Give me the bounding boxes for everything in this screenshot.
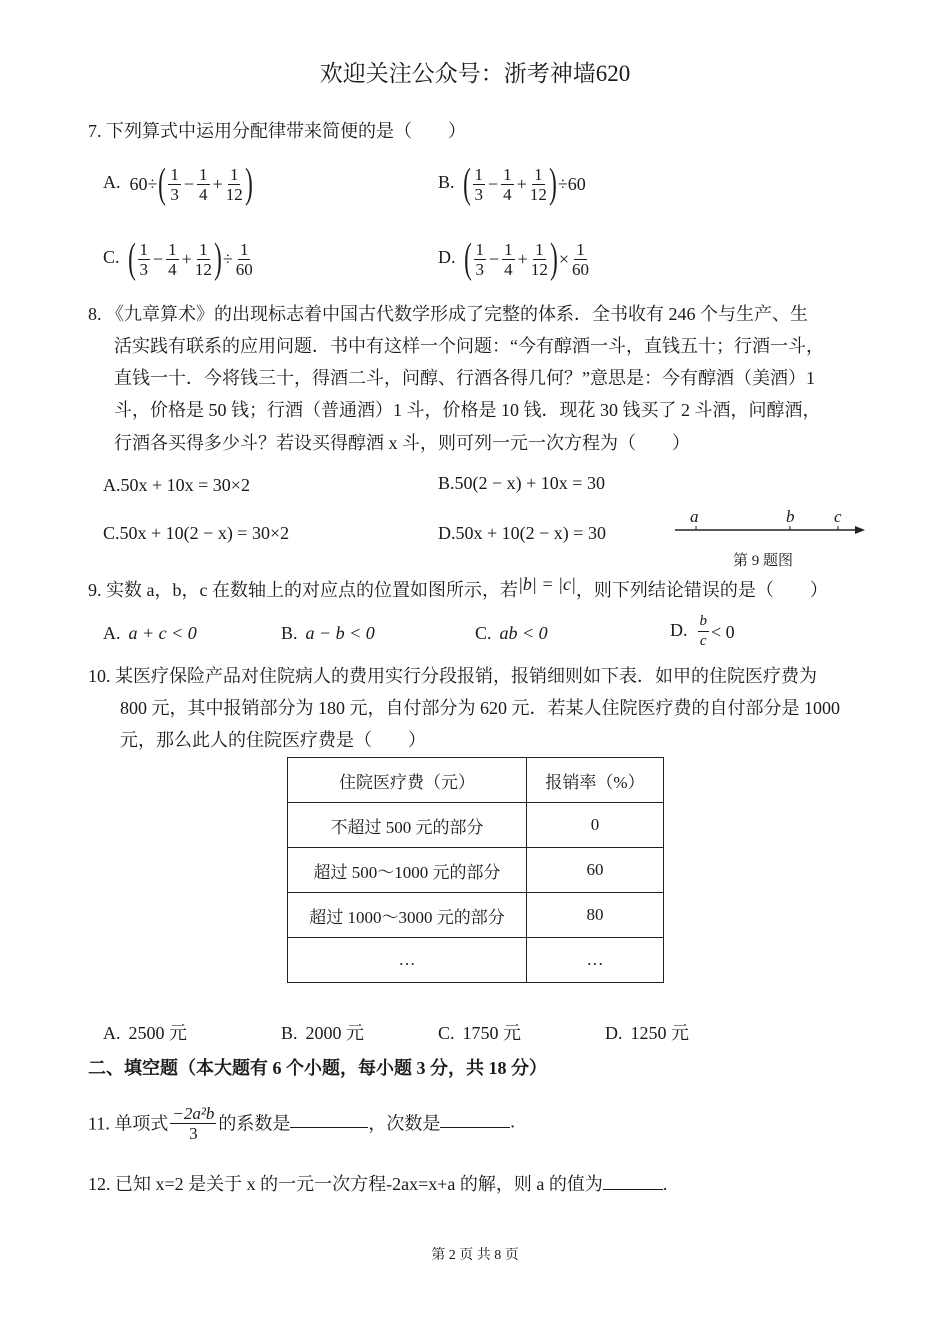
fraction-numerator: 1 (229, 164, 239, 184)
answer-blank[interactable] (440, 1107, 510, 1128)
operator: − (488, 174, 499, 194)
table-header: 住院医疗费（元） (288, 758, 527, 803)
q8-line-5: 行酒各买得多少斗？若设买得醇酒 x 斗，则可列一元一次方程为（ ） (114, 433, 690, 453)
page-header-title: 欢迎关注公众号：浙考神墙620 (319, 61, 631, 86)
option-label: C. (475, 623, 492, 643)
table-cell: 不超过 500 元的部分 (288, 803, 527, 848)
option-label: D. (670, 619, 688, 640)
option-text: a + c < 0 (128, 623, 197, 643)
fraction-numerator: 1 (475, 239, 484, 259)
fraction-numerator: 1 (239, 239, 249, 259)
table-header: 报销率（%） (527, 758, 664, 803)
q11-text: 的系数是 (218, 1113, 291, 1134)
parenthesis: ( (158, 161, 167, 207)
q9-option-b (281, 621, 375, 645)
option-label: B. (438, 172, 455, 193)
parenthesis: ) (213, 236, 222, 282)
table-header-row (288, 758, 664, 803)
fraction-numerator: 1 (504, 239, 513, 259)
q8-line-4: 斗，价格是 50 钱；行酒（普通酒）1 斗，价格是 10 钱．现花 30 钱买了 2 斗酒，问醇酒， (114, 400, 821, 420)
q12 (88, 1169, 667, 1196)
fraction (501, 165, 514, 204)
fraction-denominator: 3 (189, 1124, 198, 1143)
fraction (226, 165, 243, 204)
q9-option-c (475, 621, 548, 645)
q11-prefix: 11. 单项式 (88, 1113, 169, 1134)
fraction-numerator: b (698, 612, 710, 632)
option-label: C. (103, 247, 120, 268)
option-text: 50x + 10(2 − x) = 30×2 (119, 523, 290, 543)
option-label: A. (103, 475, 121, 495)
fraction (502, 240, 515, 279)
table-cell: 0 (527, 803, 664, 848)
q11-end: . (510, 1111, 515, 1132)
fraction-numerator: −2a²b (172, 1104, 215, 1123)
option-label: B. (281, 1023, 298, 1043)
fraction-denominator: 12 (225, 184, 243, 204)
option-label: B. (438, 473, 455, 493)
operator: + (517, 249, 528, 269)
table-row (288, 803, 664, 848)
fraction-numerator: 1 (576, 239, 585, 259)
fraction (474, 240, 487, 279)
table-cell: 超过 1000～3000 元的部分 (288, 893, 527, 938)
option-label: A. (103, 172, 121, 193)
math-expression (129, 163, 253, 205)
operator: − (153, 249, 164, 269)
fraction-denominator: 60 (571, 259, 589, 279)
q10-option-a (103, 1021, 187, 1045)
fraction-numerator: 1 (474, 164, 484, 184)
math-expression (464, 238, 591, 280)
option-text: 50(2 − x) + 10x = 30 (454, 473, 605, 493)
fraction-denominator: 4 (504, 259, 513, 279)
fraction-denominator: 3 (475, 259, 484, 279)
parenthesis: ( (463, 236, 472, 282)
table-cell: … (288, 938, 527, 983)
parenthesis: ( (462, 161, 471, 207)
q9-stem-text-end: ，则下列结论错误的是（ ） (575, 580, 828, 600)
fraction-numerator: 1 (199, 164, 208, 184)
option-label: C. (438, 1023, 455, 1043)
parenthesis: ) (244, 161, 253, 207)
fraction (530, 165, 547, 204)
operator: + (212, 174, 223, 194)
q8-option-d (438, 521, 606, 545)
parenthesis: ) (549, 236, 558, 282)
fraction (572, 240, 589, 279)
fraction (197, 165, 210, 204)
fraction-denominator: 12 (530, 259, 548, 279)
figure-caption: 第 9 题图 (733, 553, 794, 569)
option-text: 2500 元 (128, 1023, 187, 1043)
fraction (195, 240, 212, 279)
fraction-numerator: 1 (139, 239, 149, 259)
option-label: A. (103, 623, 121, 643)
q7-option-d (438, 238, 591, 280)
option-text: 50x + 10x = 30×2 (120, 475, 250, 495)
fraction-denominator: 3 (139, 259, 149, 279)
q10-option-d (605, 1021, 689, 1045)
fraction-denominator: 3 (474, 184, 484, 204)
fraction-numerator: 1 (535, 239, 544, 259)
option-text: 1750 元 (462, 1023, 522, 1043)
q10-option-b (281, 1021, 364, 1045)
section-heading: 二、填空题（本大题有 6 个小题，每小题 3 分，共 18 分） (88, 1058, 547, 1078)
fraction-denominator: 60 (235, 259, 253, 279)
q9-stem-text: 9. 实数 a，b，c 在数轴上的对应点的位置如图所示，若 (88, 580, 518, 600)
q8-line-2: 活实践有联系的应用问题．书中有这样一个问题：“今有醇酒一斗，直钱五十；行酒一斗， (114, 336, 824, 356)
q10-option-c (438, 1021, 521, 1045)
q7-stem: 7. 下列算式中运用分配律带来简便的是（ ） (88, 121, 466, 141)
point-label-a: a (690, 507, 699, 526)
table-row (288, 893, 664, 938)
fraction-numerator: 1 (170, 164, 179, 184)
table-row (288, 938, 664, 983)
fraction (236, 240, 253, 279)
fraction-numerator: 1 (534, 164, 543, 184)
q12-end: . (662, 1174, 668, 1194)
option-text: 1250 元 (630, 1023, 689, 1043)
math-expression (463, 163, 587, 205)
math-expression (128, 238, 255, 280)
option-label: B. (281, 623, 298, 643)
fraction (473, 165, 486, 204)
fraction (138, 240, 151, 279)
q7-option-a (103, 163, 253, 205)
q11 (88, 1104, 515, 1143)
parenthesis: ) (548, 161, 557, 207)
fraction-denominator: 12 (529, 184, 547, 204)
fraction (168, 165, 181, 204)
reimbursement-table (287, 757, 664, 983)
q10-line-3: 元，那么此人的住院医疗费是（ ） (120, 730, 426, 750)
parenthesis: ( (127, 236, 136, 282)
q10-line-2: 800 元，其中报销部分为 180 元，自付部分为 620 元．若某人住院医疗费的自付部分是 1000 (120, 698, 840, 718)
fraction-numerator: 1 (199, 239, 208, 259)
option-label: C. (103, 523, 120, 543)
option-label: D. (438, 523, 456, 543)
fraction-denominator: 12 (194, 259, 212, 279)
q9-stem (88, 574, 828, 602)
q9-condition: |b| = |c| (517, 574, 576, 594)
fraction-denominator: 3 (170, 184, 179, 204)
table-cell: 超过 500～1000 元的部分 (288, 848, 527, 893)
option-label: D. (605, 1023, 623, 1043)
q9-option-a (103, 621, 197, 645)
operator: + (181, 249, 192, 269)
fraction-denominator: 4 (199, 184, 208, 204)
option-text: < 0 (711, 621, 735, 642)
q9-option-d (670, 612, 735, 651)
fraction-numerator: 1 (503, 164, 512, 184)
table-cell: … (527, 938, 664, 983)
q7-option-c (103, 238, 255, 280)
q8-option-b (438, 471, 605, 495)
q11-text: ，次数是 (368, 1113, 441, 1134)
q10-line-1: 10. 某医疗保险产品对住院病人的费用实行分段报销，报销细则如下表．如甲的住院医疗费为 (88, 666, 817, 686)
table-row (288, 848, 664, 893)
fraction-denominator: 4 (503, 184, 512, 204)
q12-text: 12. 已知 x=2 是关于 x 的一元一次方程-2ax=x+a 的解，则 a 的值为 (88, 1174, 603, 1194)
option-text: a − b < 0 (305, 623, 375, 643)
answer-blank[interactable] (290, 1107, 368, 1128)
number-line-arrow-icon (855, 526, 865, 534)
answer-blank[interactable] (603, 1169, 663, 1190)
operator: 60÷ (129, 174, 158, 194)
operator: − (183, 174, 195, 194)
point-label-c: c (834, 507, 842, 526)
point-label-b: b (786, 507, 795, 526)
page-number: 第 2 页 共 8 页 (431, 1248, 519, 1263)
q8-option-c (103, 521, 289, 545)
fraction-denominator: 4 (168, 259, 177, 279)
operator: ÷60 (557, 174, 586, 194)
fraction (166, 240, 179, 279)
q8-line-3: 直钱一十．今将钱三十，得酒二斗，问醇、行酒各得几何？”意思是：今有醇酒（美酒）1 (114, 368, 815, 388)
table-cell: 80 (527, 893, 664, 938)
operator: − (489, 249, 500, 269)
table-cell: 60 (527, 848, 664, 893)
fraction (531, 240, 548, 279)
operator: × (558, 249, 569, 269)
option-text: 50x + 10(2 − x) = 30 (455, 523, 606, 543)
operator: + (516, 174, 527, 194)
option-label: D. (438, 247, 456, 268)
q8-line-1: 8. 《九章算术》的出现标志着中国古代数学形成了完整的体系．全书收有 246 个与生产、生 (88, 304, 808, 324)
option-label: A. (103, 1023, 121, 1043)
option-text: ab < 0 (499, 623, 548, 643)
q7-option-b (438, 163, 587, 205)
operator: ÷ (222, 249, 233, 269)
option-text: 2000 元 (305, 1023, 365, 1043)
fraction-denominator: c (699, 633, 707, 649)
fraction-numerator: 1 (168, 239, 177, 259)
q8-option-a (103, 473, 250, 497)
